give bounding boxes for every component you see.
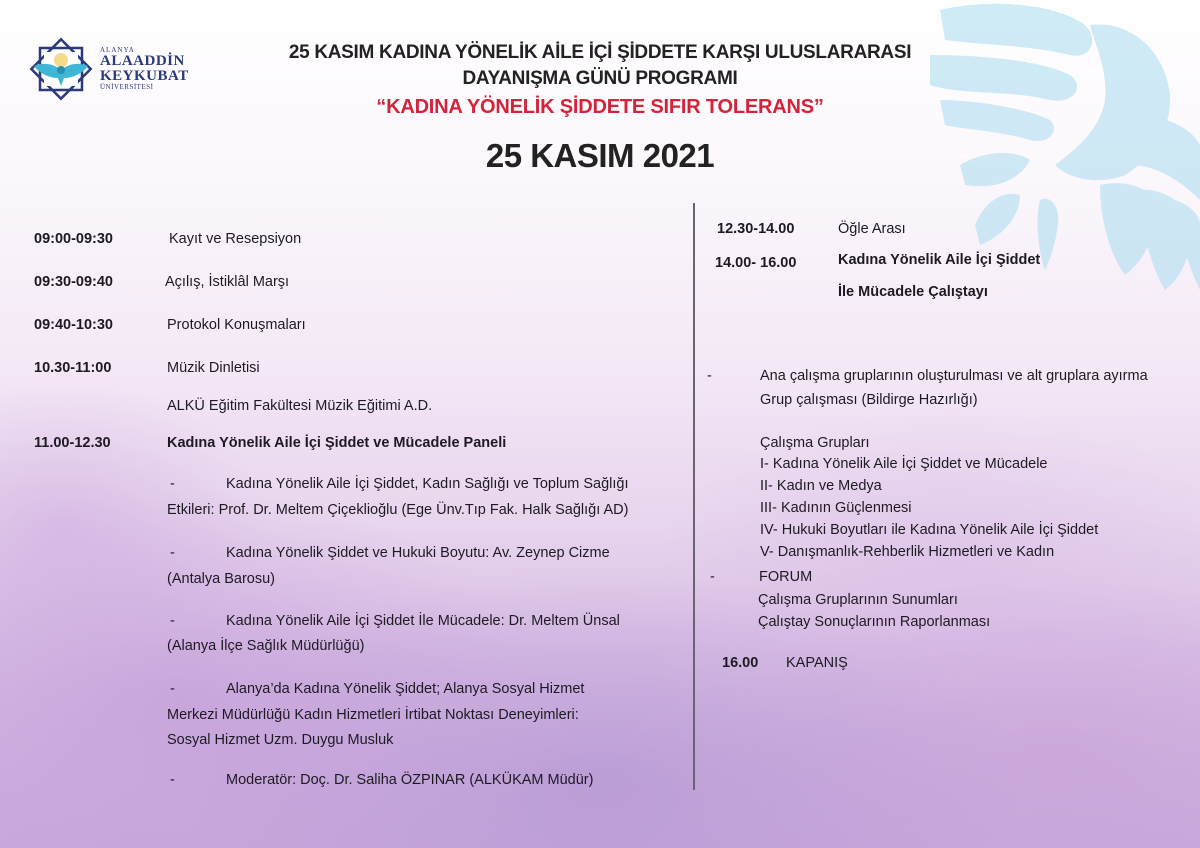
dash: - bbox=[170, 681, 175, 697]
talk-line: Sosyal Hizmet Uzm. Duygu Musluk bbox=[167, 732, 394, 748]
group-item: V- Danışmanlık-Rehberlik Hizmetleri ve Kadın bbox=[760, 544, 1055, 560]
activity-line: Ana çalışma gruplarının oluşturulması ve alt gruplara ayırma bbox=[760, 368, 1148, 384]
item-time: 09:30-09:40 bbox=[34, 274, 113, 290]
title-line-1: 25 KASIM KADINA YÖNELİK AİLE İÇİ ŞİDDETE KARŞI ULUSLARARASI bbox=[288, 42, 912, 63]
item-subtitle: ALKÜ Eğitim Fakültesi Müzik Eğitimi A.D. bbox=[167, 398, 433, 414]
logo-line-alaaddin: ALAADDİN bbox=[100, 53, 185, 69]
forum-line: Çalıştay Sonuçlarının Raporlanması bbox=[758, 614, 991, 630]
group-item: III- Kadının Güçlenmesi bbox=[760, 500, 912, 516]
item-title: Kayıt ve Resepsiyon bbox=[169, 231, 302, 247]
dash: - bbox=[170, 613, 175, 629]
logo-line-keykubat: KEYKUBAT bbox=[100, 68, 189, 84]
item-time: 12.30-14.00 bbox=[717, 221, 795, 237]
column-divider bbox=[693, 203, 695, 790]
item-time: 09:00-09:30 bbox=[34, 231, 113, 247]
item-time: 16.00 bbox=[722, 655, 759, 671]
forum-label: FORUM bbox=[759, 569, 813, 585]
item-title: İle Mücadele Çalıştayı bbox=[838, 284, 988, 300]
talk-line: Kadına Yönelik Aile İçi Şiddet İle Mücadele: Dr. Meltem Ünsal bbox=[226, 613, 620, 629]
dash: - bbox=[170, 545, 175, 561]
talk-line: Alanya’da Kadına Yönelik Şiddet; Alanya Sosyal Hizmet bbox=[226, 681, 585, 697]
talk-line: Kadına Yönelik Aile İçi Şiddet, Kadın Sağlığı ve Toplum Sağlığı bbox=[226, 476, 629, 492]
item-title: Kadına Yönelik Aile İçi Şiddet ve Mücadele Paneli bbox=[167, 435, 507, 451]
item-time: 11.00-12.30 bbox=[34, 435, 111, 451]
forum-line: Çalışma Gruplarının Sunumları bbox=[758, 592, 958, 608]
group-item: IV- Hukuki Boyutları ile Kadına Yönelik Aile İçi Şiddet bbox=[760, 522, 1099, 538]
talk-line: Etkileri: Prof. Dr. Meltem Çiçeklioğlu (Ege Ünv.Tıp Fak. Halk Sağlığı AD) bbox=[167, 502, 629, 518]
item-title: Protokol Konuşmaları bbox=[167, 317, 306, 333]
item-time: 09:40-10:30 bbox=[34, 317, 113, 333]
item-time: 10.30-11:00 bbox=[34, 360, 112, 376]
slogan: “KADINA YÖNELİK ŞİDDETE SIFIR TOLERANS” bbox=[376, 96, 824, 118]
item-time: 14.00- 16.00 bbox=[715, 255, 797, 271]
logo-line-universitesi: ÜNİVERSİTESİ bbox=[100, 83, 154, 91]
logo-line-alanya: ALANYA bbox=[100, 46, 135, 54]
groups-heading: Çalışma Grupları bbox=[760, 435, 870, 451]
item-title: Müzik Dinletisi bbox=[167, 360, 260, 376]
talk-line: Moderatör: Doç. Dr. Saliha ÖZPINAR (ALKÜKAM Müdür) bbox=[226, 772, 594, 788]
group-item: I- Kadına Yönelik Aile İçi Şiddet ve Mücadele bbox=[760, 456, 1048, 472]
event-date: 25 KASIM 2021 bbox=[485, 137, 715, 174]
dash: - bbox=[707, 368, 712, 384]
talk-line: (Antalya Barosu) bbox=[167, 571, 275, 587]
item-title: Kadına Yönelik Aile İçi Şiddet bbox=[838, 252, 1041, 268]
item-title: Açılış, İstiklâl Marşı bbox=[165, 274, 290, 290]
dash: - bbox=[170, 476, 175, 492]
dash: - bbox=[710, 569, 715, 585]
dash: - bbox=[170, 772, 175, 788]
talk-line: (Alanya İlçe Sağlık Müdürlüğü) bbox=[167, 638, 365, 654]
item-title: KAPANIŞ bbox=[786, 655, 848, 671]
talk-line: Kadına Yönelik Şiddet ve Hukuki Boyutu: Av. Zeynep Cizme bbox=[226, 545, 610, 561]
title-line-2: DAYANIŞMA GÜNÜ PROGRAMI bbox=[462, 68, 738, 89]
item-title: Öğle Arası bbox=[838, 221, 906, 237]
activity-line: Grup çalışması (Bildirge Hazırlığı) bbox=[760, 392, 978, 408]
talk-line: Merkezi Müdürlüğü Kadın Hizmetleri İrtibat Noktası Deneyimleri: bbox=[167, 707, 579, 723]
group-item: II- Kadın ve Medya bbox=[760, 478, 882, 494]
page-header bbox=[0, 40, 1200, 175]
